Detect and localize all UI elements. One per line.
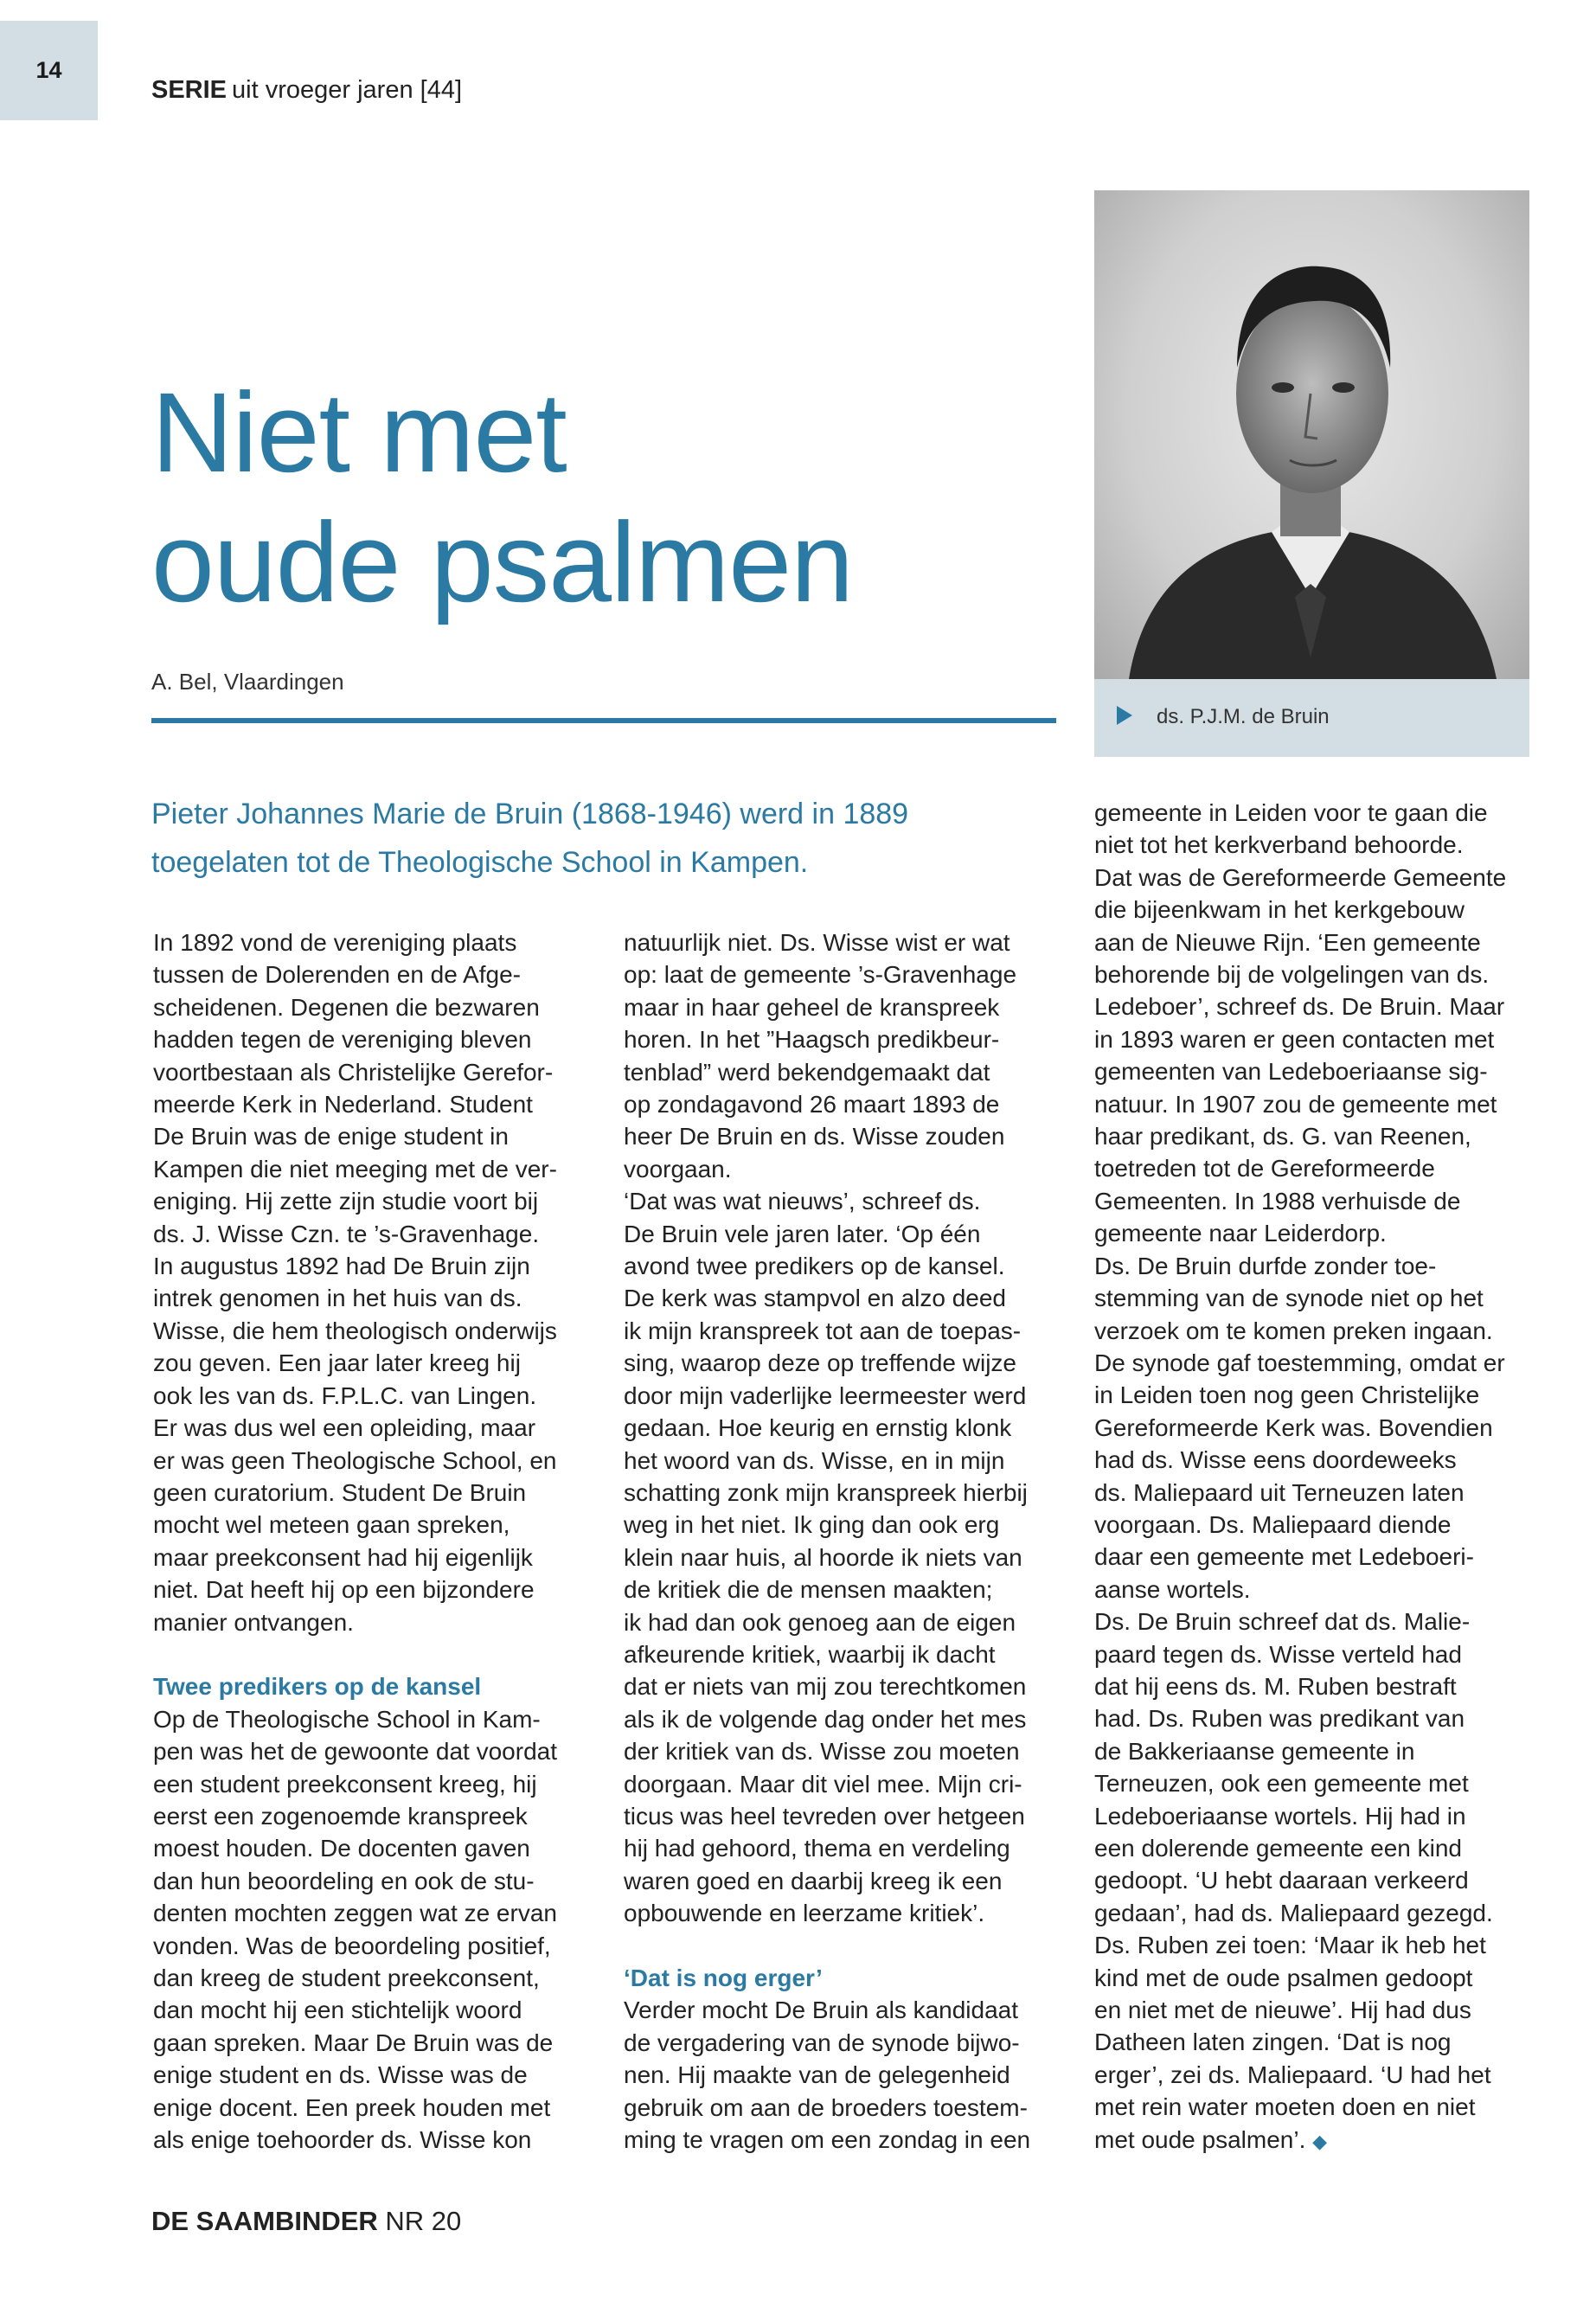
text-line: heer De Bruin en ds. Wisse zouden xyxy=(624,1123,1005,1150)
body-column-3 xyxy=(1094,797,1540,2157)
text-line: Gereformeerde Kerk was. Bovendien xyxy=(1094,1413,1493,1441)
body-column-1 xyxy=(153,926,603,2156)
portrait-illustration xyxy=(1094,190,1529,679)
text-line: De kerk was stampvol en alzo deed xyxy=(624,1285,1006,1312)
text-line: verzoek om te komen preken ingaan. xyxy=(1094,1317,1493,1344)
text-line: door mijn vaderlijke leermeester werd xyxy=(624,1381,1027,1409)
text-line: in Leiden toen nog geen Christelijke xyxy=(1094,1381,1480,1409)
magazine-footer xyxy=(151,2206,461,2237)
text-line: geen curatorium. Student De Bruin xyxy=(153,1478,527,1506)
title-divider xyxy=(151,718,1056,723)
body-column-2 xyxy=(624,926,1074,2156)
text-line: voorgaan. xyxy=(624,1155,732,1183)
caption-arrow-icon xyxy=(1117,706,1132,725)
author-byline: A. Bel, Vlaardingen xyxy=(151,669,344,695)
text-line: de kritiek die de mensen maakten; xyxy=(624,1576,993,1604)
text-line: paard tegen ds. Wisse verteld had xyxy=(1094,1640,1462,1668)
text-line: Er was dus wel een opleiding, maar xyxy=(153,1414,536,1442)
text-line: behorende bij de volgelingen van ds. xyxy=(1094,961,1490,989)
issue-number: NR 20 xyxy=(385,2206,462,2236)
text-line: niet tot het kerkverband behoorde. xyxy=(1094,831,1464,859)
text-line: Op de Theologische School in Kam- xyxy=(153,1705,541,1733)
text-line: Ledeboer’, schreef ds. De Bruin. Maar xyxy=(1094,993,1505,1021)
photo-caption-box xyxy=(1094,679,1529,757)
text-line: in 1893 waren er geen contacten met xyxy=(1094,1025,1495,1053)
text-line: tussen de Dolerenden en de Afge- xyxy=(153,961,521,989)
text-line: afkeurende kritiek, waarbij ik dacht xyxy=(624,1640,996,1668)
text-line: ticus was heel tevreden over hetgeen xyxy=(624,1802,1025,1830)
column-2-section-text xyxy=(624,1994,1074,2156)
text-line: ook les van ds. F.P.L.C. van Lingen. xyxy=(153,1381,537,1409)
text-line: gemeente in Leiden voor te gaan die xyxy=(1094,799,1488,826)
text-line: De Bruin vele jaren later. ‘Op één xyxy=(624,1220,981,1247)
portrait-photo xyxy=(1094,190,1529,679)
text-line: denten mochten zeggen wat ze ervan xyxy=(153,1900,557,1927)
text-line: ik had dan ook genoeg aan de eigen xyxy=(624,1608,1016,1636)
subheading-twee-predikers: Twee predikers op de kansel xyxy=(153,1673,482,1701)
text-line: gebruik om aan de broeders toestem- xyxy=(624,2093,1028,2121)
text-line: manier ontvangen. xyxy=(153,1608,354,1636)
series-label-bold: SERIE xyxy=(151,76,228,104)
text-line: meerde Kerk in Nederland. Student xyxy=(153,1091,533,1118)
text-line: Verder mocht De Bruin als kandidaat xyxy=(624,1997,1019,2024)
text-line: dan mocht hij een stichtelijk woord xyxy=(153,1997,522,2024)
article-title-line2: oude psalmen xyxy=(151,498,853,625)
text-line: intrek genomen in het huis van ds. xyxy=(153,1285,522,1312)
text-line: had ds. Wisse eens doordeweeks xyxy=(1094,1446,1457,1474)
text-line: In 1892 vond de vereniging plaats xyxy=(153,929,517,956)
text-line: enige student en ds. Wisse was de xyxy=(153,2061,528,2089)
text-line: gedaan’, had ds. Maliepaard gezegd. xyxy=(1094,1899,1493,1926)
paragraph-spacer xyxy=(624,1930,1074,1962)
text-line: Wisse, die hem theologisch onderwijs xyxy=(153,1317,557,1344)
text-line: er was geen Theologische School, en xyxy=(153,1446,557,1474)
text-line: maar preekconsent had hij eigenlijk xyxy=(153,1543,533,1571)
text-line: Kampen die niet meeging met de ver- xyxy=(153,1155,557,1183)
column-1-section-text xyxy=(153,1703,603,2157)
text-line: de Bakkeriaanse gemeente in xyxy=(1094,1737,1415,1765)
text-line: pen was het de gewoonte dat voordat xyxy=(153,1738,558,1766)
text-line: weg in het niet. Ik ging dan ook erg xyxy=(624,1511,1000,1539)
text-line: ik mijn kranspreek tot aan de toepas- xyxy=(624,1317,1022,1344)
subheading-dat-is-nog-erger: ‘Dat is nog erger’ xyxy=(624,1964,823,1991)
text-line: op zondagavond 26 maart 1893 de xyxy=(624,1091,1000,1118)
text-line: der kritiek van ds. Wisse zou moeten xyxy=(624,1738,1020,1766)
text-line: Datheen laten zingen. ‘Dat is nog xyxy=(1094,2029,1452,2056)
text-line: mocht wel meteen gaan spreken, xyxy=(153,1511,510,1539)
text-line: met rein water moeten doen en niet xyxy=(1094,2093,1476,2121)
text-line: Ledeboeriaanse wortels. Hij had in xyxy=(1094,1802,1466,1830)
text-line: moest houden. De docenten gaven xyxy=(153,1835,530,1862)
text-line: nen. Hij maakte van de gelegenheid xyxy=(624,2061,1010,2089)
text-line: had. Ds. Ruben was predikant van xyxy=(1094,1705,1465,1733)
text-line: erger’, zei ds. Maliepaard. ‘U had het xyxy=(1094,2061,1491,2088)
text-line: aanse wortels. xyxy=(1094,1575,1251,1603)
text-line: opbouwende en leerzame kritiek’. xyxy=(624,1900,985,1927)
text-line: het woord van ds. Wisse, en in mijn xyxy=(624,1446,1005,1474)
article-title-line1: Niet met xyxy=(151,369,567,496)
text-line: hadden tegen de vereniging bleven xyxy=(153,1026,532,1054)
text-line: voortbestaan als Christelijke Gerefor- xyxy=(153,1058,554,1086)
paragraph-spacer xyxy=(153,1638,603,1670)
text-line: en niet met de nieuwe’. Hij had dus xyxy=(1094,1997,1471,2024)
text-line: De Bruin was de enige student in xyxy=(153,1123,509,1150)
text-line: Ds. Ruben zei toen: ‘Maar ik heb het xyxy=(1094,1932,1486,1959)
text-line: enige docent. Een preek houden met xyxy=(153,2093,551,2121)
text-line: avond twee predikers op de kansel. xyxy=(624,1253,1005,1280)
lead-paragraph: Pieter Johannes Marie de Bruin (1868-1946) werd in 1889 toegelaten tot de Theologische School in Kampen. xyxy=(151,798,909,879)
text-line: voorgaan. Ds. Maliepaard diende xyxy=(1094,1510,1452,1538)
column-3-paragraph xyxy=(1094,797,1540,2124)
text-line xyxy=(1094,2124,1540,2157)
text-line: stemming van de synode niet op het xyxy=(1094,1285,1484,1312)
text-line: gemeente naar Leiderdorp. xyxy=(1094,1220,1387,1247)
text-line: toetreden tot de Gereformeerde xyxy=(1094,1155,1435,1183)
text-line: Dat was de Gereformeerde Gemeente xyxy=(1094,863,1507,891)
text-line: ds. Maliepaard uit Terneuzen laten xyxy=(1094,1478,1465,1506)
text-line: dan kreeg de student preekconsent, xyxy=(153,1964,540,1991)
text-line: tenblad” werd bekendgemaakt dat xyxy=(624,1058,990,1086)
text-line: maar in haar geheel de kranspreek xyxy=(624,993,1000,1021)
text-line: natuurlijk niet. Ds. Wisse wist er wat xyxy=(624,929,1010,956)
text-line: de vergadering van de synode bijwo- xyxy=(624,2029,1020,2056)
text-line: een dolerende gemeente een kind xyxy=(1094,1835,1463,1862)
text-line: kind met de oude psalmen gedoopt xyxy=(1094,1964,1473,1991)
article-title xyxy=(151,368,853,627)
text-line: als enige toehoorder ds. Wisse kon xyxy=(153,2126,532,2154)
series-label xyxy=(151,76,462,105)
text-line: Terneuzen, ook een gemeente met xyxy=(1094,1770,1469,1798)
column-2-paragraph xyxy=(624,926,1074,1930)
text-line: haar predikant, ds. G. van Reenen, xyxy=(1094,1123,1471,1150)
text-line: Ds. De Bruin durfde zonder toe- xyxy=(1094,1252,1437,1279)
text-line: In augustus 1892 had De Bruin zijn xyxy=(153,1253,530,1280)
text-line: vonden. Was de beoordeling positief, xyxy=(153,1932,551,1959)
text-line: dan hun beoordeling en ook de stu- xyxy=(153,1867,535,1894)
last-text-line: met oude psalmen’. xyxy=(1094,2125,1306,2153)
text-line: dat hij eens ds. M. Ruben bestraft xyxy=(1094,1672,1457,1700)
text-line: Gemeenten. In 1988 verhuisde de xyxy=(1094,1187,1461,1215)
text-line: waren goed en daarbij kreeg ik een xyxy=(624,1867,1003,1894)
text-line: hij had gehoord, thema en verdeling xyxy=(624,1835,1010,1862)
text-line: daar een gemeente met Ledeboeri- xyxy=(1094,1543,1474,1571)
page-number: 14 xyxy=(35,57,62,83)
text-line: ming te vragen om een zondag in een xyxy=(624,2126,1031,2154)
text-line: aan de Nieuwe Rijn. ‘Een gemeente xyxy=(1094,928,1481,956)
end-mark-icon: ◆ xyxy=(1312,2130,1328,2152)
photo-caption: ds. P.J.M. de Bruin xyxy=(1157,705,1330,728)
text-line: scheidenen. Degenen die bezwaren xyxy=(153,993,540,1021)
text-line: sing, waarop deze op treffende wijze xyxy=(624,1349,1016,1377)
text-line: gedoopt. ‘U hebt daaraan verkeerd xyxy=(1094,1867,1469,1894)
text-line: natuur. In 1907 zou de gemeente met xyxy=(1094,1090,1497,1118)
text-line: als ik de volgende dag onder het mes xyxy=(624,1705,1027,1733)
text-line: klein naar huis, al hoorde ik niets van xyxy=(624,1543,1022,1571)
text-line: niet. Dat heeft hij op een bijzondere xyxy=(153,1576,535,1604)
text-line: horen. In het ”Haagsch predikbeur- xyxy=(624,1026,1000,1054)
text-line: op: laat de gemeente ’s-Gravenhage xyxy=(624,961,1017,989)
text-line: gedaan. Hoe keurig en ernstig klonk xyxy=(624,1414,1012,1442)
text-line: eniging. Hij zette zijn studie voort bij xyxy=(153,1188,539,1215)
column-1-paragraph xyxy=(153,926,603,1638)
text-line: zou geven. Een jaar later kreeg hij xyxy=(153,1349,521,1377)
text-line: een student preekconsent kreeg, hij xyxy=(153,1770,537,1798)
series-label-rest: uit vroeger jaren [44] xyxy=(232,76,463,104)
text-line: gemeenten van Ledeboeriaanse sig- xyxy=(1094,1058,1488,1086)
text-line: ‘Dat was wat nieuws’, schreef ds. xyxy=(624,1188,981,1215)
text-line: eerst een zogenoemde kranspreek xyxy=(153,1802,528,1830)
text-line: Ds. De Bruin schreef dat ds. Malie- xyxy=(1094,1608,1471,1636)
text-line: gaan spreken. Maar De Bruin was de xyxy=(153,2029,554,2056)
text-line: die bijeenkwam in het kerkgebouw xyxy=(1094,896,1465,924)
text-line: schatting zonk mijn kranspreek hierbij xyxy=(624,1478,1028,1506)
magazine-name: DE SAAMBINDER xyxy=(151,2206,378,2236)
text-line: ds. J. Wisse Czn. te ’s-Gravenhage. xyxy=(153,1220,540,1247)
text-line: doorgaan. Maar dit viel mee. Mijn cri- xyxy=(624,1770,1022,1798)
text-line: De synode gaf toestemming, omdat er xyxy=(1094,1349,1505,1376)
text-line: dat er niets van mij zou terechtkomen xyxy=(624,1673,1027,1701)
